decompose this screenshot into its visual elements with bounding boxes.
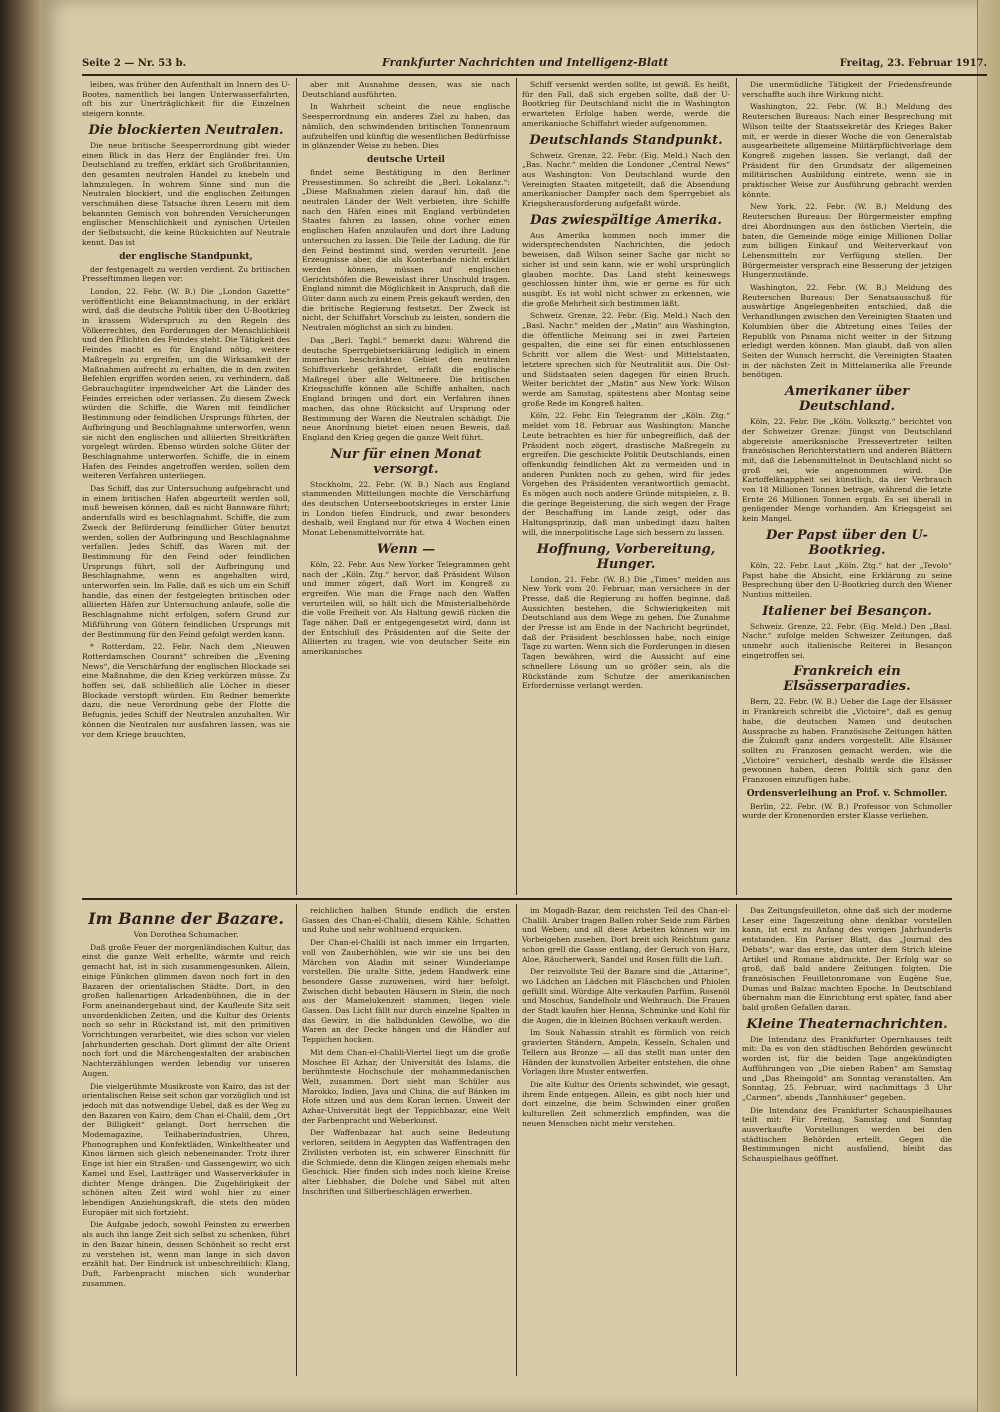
paragraph: Die neue britische Seesperrordnung gibt wieder einen Blick in das Herz der Engländer frei. Um Deutschland zu treffen, erklärt sich Großbritannien, den gesamten neutralen Handel zu knebeln und lahmzulegen. In wohrem Sinne sind nun die Neutralen blockiert, und die englischen Zeitungen verschmähen diese Tatsache ihren Lesern mit dem bekannten Gemisch von bohrenden Versicherungen englischer Menschlichkeit und zynischen Urteilen der Selbstsucht, die keine Rücksichten auf Neutrale kennt. Das ist bbox=[82, 140, 290, 247]
column-3-top bbox=[522, 80, 730, 895]
paragraph: * Rotterdam, 22. Febr. Nach dem „Nieuwen Rotterdamschen Courant“ schreiben die „Evening News“, die Verschärfung der englischen Blockade sei eine Maßnahme, die den Krieg verkürzen müsse. Zu hoffen sei, daß schließlich alle Löcher in dieser Blockade verstopft würden. Ein Redner bemerkte dazu, die neue Verordnung gebe der Flotte die Befugnis, jedes Schiff der Neutralen anzuhalten. Wir können die Neutralen nur ausfahren lassen, was sie vor dem Kriege brauchten, bbox=[82, 642, 290, 739]
paragraph: Die Aufgabe jedoch, sowohl Feinsten zu erwerben als auch ihn lange Zeit sich selbst zu schenken, führt in den Bazar hinein, dessen Schönheit so recht erst zu verstehen ist, wenn man lange in sich davon erzählt hat. Der Eindruck ist unbeschreiblich: Klang, Duft, Farbenpracht mischen sich wunderbar zusammen. bbox=[82, 1220, 290, 1288]
paragraph: leiben, was früher den Aufenthalt im Innern des U-Bootes, namentlich bei langen Unterwasserfahrten, oft bis zur Unerträglichkeit für die Einzelnen steigern konnte. bbox=[82, 80, 290, 119]
article-title: Der Papst über den U-Bootkrieg. bbox=[766, 527, 928, 558]
article-title: Frankreich ein Elsässerparadies. bbox=[783, 664, 911, 695]
article-title: Das zwiespältige Amerika. bbox=[530, 212, 722, 228]
paragraph: im Mogadh-Bazar, dem reichsten Teil des Chan-el-Chalili. Araber tragen Ballen roher Seide zum Färben und Weben; und all diese Arbeiten können wir im Vorbeigehen zusehen. Dort breit sich Reichtum ganz schon grell die Gasse entlang, der Geruch von Harz, Aloe, Räucherwerk, Sandel und Rosen füllt die Luft. bbox=[522, 906, 730, 964]
paragraph: Die Intendanz des Frankfurter Opernhauses teilt mit: Da es von den städtischen Behörden gewünscht worden ist, für die beiden Tage angekündigten Aufführungen von „Die sieben Raben“ am Samstag und „Das Rheingold“ am Sonntag veranstalten. Am Sonntag, 25. Februar, wird nachmittags 3 Uhr „Carmen“, abends „Tannhäuser“ gegeben. bbox=[742, 1034, 952, 1102]
article-title: Hoffnung, Vorbereitung, Hunger. bbox=[536, 541, 716, 572]
column-4-top bbox=[742, 80, 952, 895]
newspaper-page bbox=[42, 0, 1000, 1412]
paragraph: Die unermüdliche Tätigkeit der Friedensfreunde verschaffte auch ihre Wirkung nicht. bbox=[742, 80, 952, 99]
paragraph: Die Intendanz des Frankfurter Schauspielhauses teilt mit: Für Freitag, Samstag und Sonntag ausverkaufte Vorstellungen werden bei den städtischen Behörden erteilt. Gegen die Bestimmungen nicht ausfallend, bleibt das Schauspielhaus geöffnet. bbox=[742, 1105, 952, 1164]
paragraph: Köln, 22. Febr. Ein Telegramm der „Köln. Ztg.“ meldet vom 18. Februar aus Washington: Manche Leute betrachten es hier für unbegreiflich, daß der Präsident noch zögert, drastische Maßregeln zu ergreifen. Die geschickte Politik Deutschlands, einen offenkundig feindlichen Akt zu vermeiden und in anderen Punkten noch zu gehen, wird für jedes Vorgehen des Präsidenten verantwortlich gemacht. Es mögen auch noch andere Gründe mitspielen, z. B. die geringe Begeisterung, die sich wegen der Frage der Beschaffung im Lande zeigt, oder das Haltungsprinzip, daß man unbedingt dazu halten will, die innerpolitische Lage sich bessern zu lassen. bbox=[522, 411, 730, 537]
subheading: Ordensverleihung an Prof. v. Schmoller. bbox=[746, 788, 948, 799]
column-rule bbox=[736, 904, 737, 1376]
paragraph: Aus Amerika kommen noch immer die widersprechendsten Nachrichten, die jedoch beweisen, daß Wilson seiner Sache gar nicht so sicher ist und sein kann, wie er wohl ursprünglich glauben mochte. Das Land steht keineswegs geschlossen hinter ihm, wie er gerne es für sich ausgibt. Es ist wohl nicht schwer zu erkennen, wie die große Mehrheit sich bestimmen läßt. bbox=[522, 230, 730, 308]
paragraph: der festgenagelt zu werden verdient. Zu britischen Presseftimmen liegen vor: bbox=[82, 264, 290, 284]
book-binding bbox=[0, 0, 42, 1412]
paragraph: Stockholm, 22. Febr. (W. B.) Nach aus England stammenden Mitteilungen mochte die Verschärfung des deutschen Unterseebootskrieges in erster Linie in London tiefen Eindruck, und zwar besonders deshalb, weil England nur für etwa 4 Wochen einen Monat Lebensmittelvorräte hat. bbox=[302, 479, 510, 538]
paragraph: Schweiz. Grenze, 22. Febr. (Eig. Meld.) Nach den „Bas. Nachr.“ melden die Londoner „Central News“ aus Washington: Von Deutschland wurde den Vereinigten Staaten mitgeteilt, daß die Absendung amerikanischer Dampfer nach dem Sperrgebiet als Kriegsherausforderung aufgefaßt würde. bbox=[522, 150, 730, 209]
article-title: Italiener bei Besançon. bbox=[762, 603, 932, 619]
paragraph: Köln, 22. Febr. Aus New Yorker Telegrammen geht nach der „Köln. Ztg.“ hervor, daß Präsident Wilson und immer zögert, daß Wort im Kongreß zu ergreifen. Wie man die Frage nach den Waffen verurteilen will, so hält sich die Ministerialbehörde die volle Freiheit vor. Als Haltung gewiß rücken die Tage näher. Daß er entgegengesetzt wird, dann ist der Entschluß des Präsidenten auf die Seite der Alliierten zu tragen, wie von deutscher Seite ein amerikanisches bbox=[302, 559, 510, 657]
paragraph: Der Chan-el-Chalili ist nach immer ein Irrgarten, voll von Zauberhöhlen, wie wir sie uns bei den Märchen von Aladin mit seiner Wunderlampe vorstellen. Die uralte Sitte, jedem Handwerk eine besondere Gasse zuzuweisen, wird hier befolgt. Zwischen dicht bebauten Häusern in Stein, die noch aus der Mamelukenzeit stammen, liegen viele Gassen. Das Licht fällt nur durch einzelne Spalten in das Gewirr, in die halbdunklen Gewölbe, wo die Waren an der Decke hängen und die Händler auf Teppichen hocken. bbox=[302, 938, 510, 1045]
feuilleton-title: Im Banne der Bazare. bbox=[88, 909, 284, 928]
paragraph: New York, 22. Febr. (W. B.) Meldung des Reuterschen Bureaus: Der Bürgermeister empfing drei Abordnungen aus den östlichen Vierteln, die baten, die Gemeinde möge einige Millionen Dollar zum billigen Einkauf und Weiterverkauf von Lebensmitteln zur Verfügung stellen. Der Bürgermeister versprach eine Besserung der jetzigen Hungerzustände. bbox=[742, 202, 952, 280]
article-title: Deutschlands Standpunkt. bbox=[529, 132, 723, 148]
column-2-top bbox=[302, 80, 510, 895]
column-rule bbox=[296, 78, 297, 895]
subheading: der englische Standpunkt, bbox=[119, 251, 253, 262]
column-1-bottom bbox=[82, 906, 290, 1376]
paragraph: reichlichen halben Stunde endlich die ersten Gassen des Chan-el-Chalili, diesem Kähle, Schatten und Ruhe und sehr wohltuend erquicken. bbox=[302, 906, 510, 935]
paragraph: Schweiz. Grenze, 22. Febr. (Eig. Meld.) Den „Basl. Nachr.“ zufolge melden Schweizer Zeitungen, daß unmehr auch italienische Reiterei in Besançon eingetroffen sei. bbox=[742, 621, 952, 660]
column-rule bbox=[516, 904, 517, 1376]
column-rule bbox=[516, 78, 517, 895]
paragraph: In Wahrheit scheint die neue englische Seesperrordnung ein anderes Ziel zu haben, das nämlich, den schwindenden britischen Tonnenraum aufzuhelfen und künftig die wesentlichen Bedürfnisse in glänzender Weise zu heben. Dies bbox=[302, 102, 510, 151]
running-head bbox=[82, 56, 987, 76]
paragraph: Washington, 22. Febr. (W. B.) Meldung des Reuterschen Bureaus: Der Senatsausschuß für auswärtige Angelegenheiten entschied, daß die Verhandlungen zwischen den Vereinigten Staaten und Kolumbien über die Abtretung eines Teiles der Republik von Panama nicht weiter in der Sitzung erledigt werden können. Man glaubt, daß von allen Seiten der Wunsch herrscht, die Vereinigten Staaten in der nächsten Zeit in Mittelamerika alle Freunde benötigen. bbox=[742, 283, 952, 380]
paragraph: Der reizvollste Teil der Bazare sind die „Attarine“, wo Lädchen an Lädchen mit Fläschchen und Phiolen gefüllt sind. Würdige Alte verkaufen Parfüm, Rosenöl und Moschus, Sandelholz und Weihrauch. Die Frauen der Stadt kaufen hier Henna, Schminke und Kohl für die Augen, die in kleinen Büchsen verkauft werden. bbox=[522, 967, 730, 1025]
section-divider bbox=[82, 898, 952, 900]
paragraph: Das Zeitungsfeuilleton, ohne daß sich der moderne Leser eine Tageszeitung ohne denkbar vorstellen kann, ist erst zu Anfang des vorigen Jahrhunderts entstanden. Ein Pariser Blatt, das „Journal des Débats“, war das erste, das unter dem Strich kleine Artikel und Romane abdruckte. Der Erfolg war so groß, daß bald andere Zeitungen folgten. Die französischen Feuilletonromane von Eugène Sue, Dumas und Balzac machten Epoche. In Deutschland übernahm man die Einrichtung erst später, fand aber bald großen Gefallen daran. bbox=[742, 906, 952, 1013]
paragraph: findet seine Bestätigung in den Berliner Pressestimmen. So schreibt die „Berl. Lokalanz.“: „Diese Maßnahmen zielen darauf hin, daß die neutralen Länder der Welt verbieten, ihre Schiffe nach den Häfen eines mit England verbündeten Staates fahren zu lassen, ohne vorher einen englischen Hafen anzulaufen und dort ihre Ladung untersuchen zu lassen. Die Teile der Ladung, die für den Feind bestimmt sind, werden verurteilt. Jene Erzeugnisse aber, die als Konterbande nicht erklärt werden können, müssen auf englischen Gerichtshöfen die Beweislast ihrer Unschuld tragen. England nimmt die Möglichkeit in Anspruch, daß die Güter dann auch zu einem Preis gekauft werden, den die britische Regierung festsetzt. Der Zweck ist nicht, der Schiffahrt Vorschub zu leisten, sondern die Neutralen möglichst an sich zu binden. bbox=[302, 167, 510, 333]
facing-page-edge bbox=[977, 0, 1000, 1412]
column-3-bottom bbox=[522, 906, 730, 1376]
paragraph: Köln, 22. Febr. Die „Köln. Volksztg.“ berichtet von der Schweizer Grenze: Jüngst von Deutschland abgereiste amerikanische Pressevertreter teilten französischen Berichterstattern und anderen Blättern mit, daß die Lebensmittelnot in Deutschland nicht so groß sei, wie angenommen wird. Die Kartoffelknappheit sei künstlich, da der Verbrauch von 18 Millionen Tonnen betrage, während die letzte Ernte 26 Millionen Tonnen ergab. Es sei überall in genügender Menge vorhanden. Am Kriegsgeist sei kein Mangel. bbox=[742, 417, 952, 524]
paragraph: Köln, 22. Febr. Laut „Köln. Ztg.“ hat der „Tevolo“ Papst habe die Absicht, eine Erklärung zu seine Besprechung über den U-Bootkrieg durch den Wiener Nuntius mitteilen. bbox=[742, 560, 952, 599]
column-2-bottom bbox=[302, 906, 510, 1376]
paragraph: Der Waffenbazar hat auch seine Bedeutung verloren, seitdem in Aegypten das Waffentragen den Zivilisten verboten ist, ein schwerer Einschnitt für die Schmiede, denn die Klingen zeigen ehemals mehr Geschick. Hier finden sich indes noch kleine Kreise alter Liebhaber, die Dolche und Säbel mit alten Inschriften und Silberbeschlägen erwerben. bbox=[302, 1128, 510, 1196]
article-title: Wenn — bbox=[376, 541, 436, 557]
paragraph: Daß große Feuer der morgenländischen Kultur, das einst die ganze Welt erhellte, wärmte und reich gemacht hat, ist in sich zusammengesunken. Allein, einige Fünkchen glimmen davon noch fort in den Bazaren der orientalischen Städte. Dort, in den großen hallenartigen Arkadenbühnen, die in der Form aneinandergebaut sind, der Kaufleute Sitz seit unvordenklichen Zeiten, und die Kultur des Orients noch so sehr in Rückstand ist, mit den primitiven Vorrichtungen verarbeitet, wie dies schon vor vielen Jahrhunderten geschah. Dort glimmt der alte Orient noch fort und die Märchengestalten der arabischen Nachterzählungen werden lebendig vor unseren Augen. bbox=[82, 942, 290, 1078]
paragraph: Washington, 22. Febr. (W. B.) Meldung des Reuterschen Bureaus: Nach einer Besprechung mit Wilson teilte der Staatssekretär des Krieges Baker mit, er werde in dieser Woche die von Generalstab ausgearbeitete allgemeine Militärpflichtvorlage dem Kongreß zugehen lassen. Sie verlangt, daß der Präsident für den Grundsatz der allgemeinen militärischen Ausbildung eintrete, wenn sie in praktischer Weise zur Ausführung gebracht werden könnte. bbox=[742, 102, 952, 199]
masthead-title: Frankfurter Nachrichten und Intelligenz-Blatt bbox=[382, 56, 669, 69]
subheading: deutsche Urteil bbox=[367, 154, 445, 165]
issue-date: Freitag, 23. Februar 1917. bbox=[839, 58, 987, 69]
paragraph: Das „Berl. Tagbl.“ bemerkt dazu: Während die deutsche Sperrgebietserklärung lediglich in einem immerhin beschränkten Gebiet den neutralen Schiffsverkehr gefährdet, erfaßt die englische Maßregel über alle Weltmeere. Die britischen Kriegsschiffe können alle Schiffe anhalten, nach England bringen und dort ein Verfahren ihnen machen, das ohne Rücksicht auf Ursprung oder Bestimmung der Waren die Neutralen schädigt. Die neue Anordnung bietet einen neuen Beweis, daß England den Krieg gegen die ganze Welt führt. bbox=[302, 335, 510, 442]
article-title: Die blockierten Neutralen. bbox=[88, 122, 284, 138]
paragraph: Die alte Kultur des Orients schwindet, wie gesagt, ihrem Ende entgegen. Allein, es gibt noch hier und dort einzelne, die beim Schwinden einer großen kulturellen Zeit schmerzlich empfinden, was die neuen Menschen nicht mehr verstehen. bbox=[522, 1079, 730, 1128]
paragraph: Das Schiff, das zur Untersuchung aufgebracht und in einem britischen Hafen abgeurteilt werden soll, muß beweisen können, daß es nicht Bannware führt; andernfalls wird es beschlagnahmt. Schiffe, die zum Zweck der Beförderung feindlicher Güter benutzt werden, sollen der Aufbringung und Beschlagnahme verfallen. Jedes Schiff, das Waren mit der Bestimmung für den Feind oder feindlichen Ursprungs führt, soll der Aufbringung und Beschlagnahme, wenn es angehalten wird, unterworfen sein. Im Falle, daß es sich um ein Schiff handle, das einen der festgelegten britischen oder alliierten Häfen zur Untersuchung anlaufe, solle die Beschlagnahme nicht erfolgen, sofern Grund zur Mißführung von Gütern feindlichen Ursprungs mit der Bestimmung für den Feind gefolgt werden kann. bbox=[82, 484, 290, 639]
paragraph: Berlin, 22. Febr. (W. B.) Professor von Schmoller wurde der Kronenorden erster Klasse verliehen. bbox=[742, 801, 952, 821]
article-title: Kleine Theaternachrichten. bbox=[746, 1016, 948, 1032]
paragraph: London, 21. Febr. (W. B.) Die „Times“ melden aus New York vom 20. Februar, man versichere in der Presse, daß die Regierung zu hoffen beginne, daß Aussichten bestehen, die Schwierigkeiten mit Deutschland aus dem Wege zu gehen. Die Zunahme der Presse ist am Ende in der Nachricht begründet, daß der Präsident beschlossen habe, noch einige Tage zu warten. Wenn sich die Forderungen in diesen Tagen bewähren, wird die Aussicht auf eine schnellere Lösung um so größer sein, als die Rückstände zum Schutze der amerikanischen Erfordernisse verlangt werden. bbox=[522, 574, 730, 691]
article-title: Amerikaner über Deutschland. bbox=[784, 384, 910, 415]
column-rule bbox=[736, 78, 737, 895]
paragraph: Bern, 22. Febr. (W. B.) Ueber die Lage der Elsässer in Frankreich schreibt die „Victoire“, daß es genug habe, die deutschen Namen und deutschen Aussprache zu haben. Französische Zeitungen hätten die Zukunft ganz anders vorgestellt. Alle Elsässer sollten zu Franzosen gemacht werden, wie die „Victoire“ versichert, deshalb werde die Elsässer gewonnen haben, deren Politik sich ganz den Franzosen einzufügen habe. bbox=[742, 697, 952, 785]
paragraph: Die vielgerühmte Musikroste von Kairo, das ist der orientalischen Reise seit schon gar vorzüglich und ist jedoch mit das notwendige Uebel, daß es der Weg zu den Bazaren von Kairo, dem Chan el-Chalil, dem „Ort der Billigkeit“ gelangt. Dort herrschen die Modemagazine, Teilhaberindustrien, Uhren, Phonographen und Konfektläden, Winkeltheater und Kinos lärmen sich gleich nebeneinander. Trotz ihrer Enge ist hier ein Straßen- und Gassengewirr, wo sich Kamel und Esel, Lastträger und Wasserverkäufer in dichter Menge drängen. Die Zugehörigkeit der schönen alten Zeit wird wohl hier zu einer lebendigen Anziehungskraft, die stets den müden Europäer mit sich fortzieht. bbox=[82, 1081, 290, 1217]
author-byline: Von Dorothea Schumacher. bbox=[133, 930, 239, 939]
paragraph: Schweiz. Grenze, 22. Febr. (Eig. Meld.) Nach den „Basl. Nachr.“ melden der „Matin“ aus Washington, die öffentliche Meinung sei in zwei Parteien gespalten, die eine sei für einen entschlossenen Schritt vor allem die West- und Mittelstaaten, letztere sprechen sich für Neutralität aus. Die Ost- und Südstaaten seien dagegen für einen Bruch. Weiter berichtet der „Matin“ aus New York: Wilson werde am Samstag, spätestens aber Montag seine große Rede im Kongreß halten. bbox=[522, 311, 730, 408]
paragraph: aber mit Ausnahme dessen, was sie nach Deutschland ausführten. bbox=[302, 80, 510, 99]
article-title: Nur für einen Monat versorgt. bbox=[330, 446, 482, 477]
column-rule bbox=[296, 904, 297, 1376]
page-number: Seite 2 — Nr. 53 b. bbox=[82, 58, 187, 69]
column-1-top bbox=[82, 80, 290, 895]
paragraph: Schiff versenkt werden sollte, ist gewiß. Es heißt, für den Fall, daß sich ergeben sollte, daß der U-Bootkrieg für Deutschland nicht die in Washington erwarteten Erfolge haben werde, werde die amerikanische Schiffahrt wieder aufgenommen. bbox=[522, 80, 730, 128]
paragraph: London, 22. Febr. (W. B.) Die „London Gazette“ veröffentlicht eine Bekanntmachung, in der erklärt wird, daß die deutsche Politik über den U-Bootkrieg in krassem Widerspruch zu den Regeln des Völkerrechtes, den Forderungen der Menschlichkeit und den Pflichten des Feindes steht. Die Tätigkeit des Feindes macht es für England nötig, weitere Maßregeln zu ergreifen, um die Wirksamkeit der Maßnahmen aufrecht zu erhalten, die in den zwiten Befehlen ergriffen worden seien, zu verhindern, daß Gebrauchsgüter irgendwelcher Art die Länder des Feindes erreichen oder verlassen. Zu diesem Zweck würden die Schiffe, die Waren mit feindlicher Bestimmung oder feindlichen Ursprungs führten, der Aufbringung und Beschlagnahme unterworfen, wenn sie nicht den englischen und alliierten Streitkräften vorgelegt würden. Ebenso würden solche Güter der Beschlagnahme unterworfen. Schiffe, die in einem Hafen des Feindes angetroffen werden, sollen dem weiteren Verfahren unterliegen. bbox=[82, 286, 290, 481]
paragraph: Mit dem Chan-el-Chalili-Viertel liegt um die große Moschee El Azhar, der Universität des Islams, die berühmteste Hochschule der mohammedanischen Welt, zusammen. Dort sieht man Schüler aus Marokko, Indien, Java und China, die auf Bänken im Hofe sitzen und aus dem Koran lernen. Unweit der Azhar-Universität liegt der Teppichbazar, eine Welt der Farbenpracht und Weberkunst. bbox=[302, 1047, 510, 1125]
paragraph: Im Souk Nahassin strahlt es förmlich von reich gravierten Ständern, Ampeln, Kesseln, Schalen und Tellern aus Bronze — all das stellt man unter den Händen der kunstvollen Arbeiter entstehen, die ohne Vorlagen ihre Muster entwerfen. bbox=[522, 1028, 730, 1077]
column-4-bottom bbox=[742, 906, 952, 1376]
